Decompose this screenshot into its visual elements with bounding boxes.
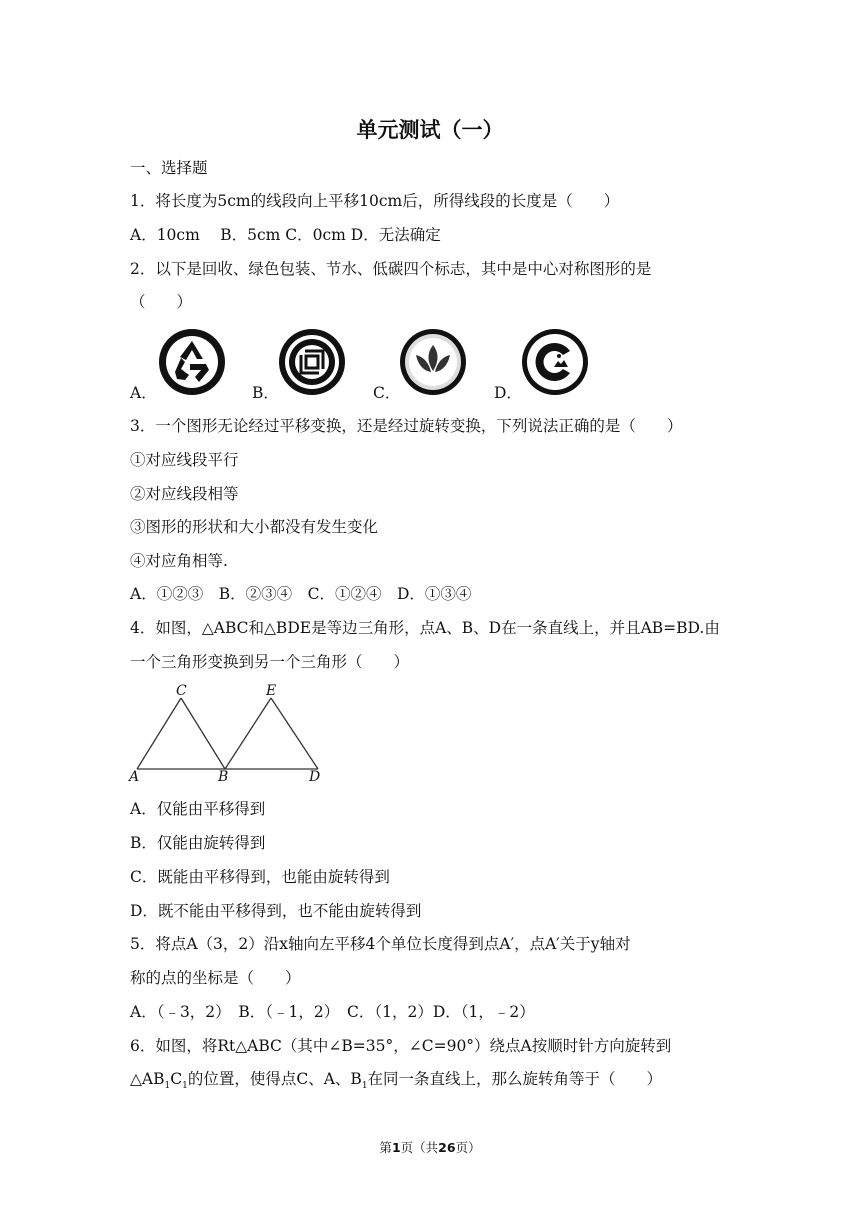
footer-suffix: 页）	[455, 1140, 481, 1155]
q4-label-c: C	[176, 683, 187, 699]
q4-option-a: A．仅能由平移得到	[130, 800, 266, 818]
q6-sub-1: 1	[164, 1081, 171, 1092]
footer-total-pages: 26	[438, 1140, 456, 1155]
q2-label-c: C．	[373, 384, 401, 402]
green-packaging-logo-icon	[277, 327, 347, 397]
footer-page-number: 1	[391, 1140, 401, 1155]
q4-label-a: A	[129, 769, 140, 785]
q4-label-d: D	[309, 769, 321, 785]
q5-stem-line2: 称的点的坐标是（ ）	[130, 969, 301, 987]
q4-stem-line1: 4．如图，△ABC和△BDE是等边三角形，点A、B、D在一条直线上，并且AB=BD.由	[130, 619, 720, 637]
q3-stem: 3．一个图形无论经过平移变换，还是经过旋转变换，下列说法正确的是（ ）	[130, 417, 683, 435]
q3-statement-1: ①对应线段平行	[130, 451, 239, 469]
q4-stem-line2: 一个三角形变换到另一个三角形（ ）	[130, 653, 410, 671]
q4-option-b: B．仅能由旋转得到	[130, 834, 266, 852]
q3-statement-3: ③图形的形状和大小都没有发生变化	[130, 518, 379, 536]
q2-stem-line2: （ ）	[130, 293, 193, 311]
q5-options: A．（﹣3，2） B．（﹣1，2） C．（1，2）D．（1，﹣2）	[130, 1003, 535, 1021]
q4-label-b: B	[218, 769, 229, 785]
footer-mid: 页（共	[400, 1140, 439, 1155]
q6-text-c: 的位置，使得点C、A、B	[187, 1070, 362, 1088]
q4-triangle-figure	[125, 682, 325, 787]
q1-options: A．10cm B．5cm C．0cm D．无法确定	[130, 226, 441, 244]
q5-stem-line1: 5．将点A（3，2）沿x轴向左平移4个单位长度得到点A′，点A′关于y轴对	[130, 935, 631, 953]
recycle-logo-icon	[157, 327, 227, 397]
low-carbon-logo-icon	[520, 327, 590, 397]
q3-statement-2: ②对应线段相等	[130, 485, 239, 503]
q3-statement-4: ④对应角相等.	[130, 552, 228, 570]
q2-label-d: D．	[494, 384, 522, 402]
q2-label-b: B．	[252, 384, 279, 402]
q4-option-d: D．既不能由平移得到，也不能由旋转得到	[130, 902, 422, 920]
page-footer	[0, 1138, 860, 1156]
q6-sub-2: 1	[182, 1081, 188, 1092]
q6-text-d: 在同一条直线上，那么旋转角等于（ ）	[367, 1070, 663, 1088]
q2-label-a: A．	[130, 384, 157, 402]
q3-options: A．①②③ B．②③④ C．①②④ D．①③④	[130, 585, 472, 603]
page-title: 单元测试（一）	[356, 118, 504, 142]
q1-stem: 1．将长度为5cm的线段向上平移10cm后，所得线段的长度是（ ）	[130, 192, 620, 210]
q6-stem-line2	[130, 1069, 662, 1096]
section-heading: 一、选择题	[130, 159, 208, 177]
q6-sub-3: 1	[361, 1081, 368, 1092]
q6-stem-line1: 6．如图，将Rt△ABC（其中∠B=35°，∠C=90°）绕点A按顺时针方向旋转到	[130, 1037, 672, 1055]
q6-text-b: C	[170, 1070, 183, 1088]
footer-prefix: 第	[379, 1140, 392, 1155]
q4-label-e: E	[266, 683, 277, 699]
water-saving-logo-icon	[398, 327, 468, 397]
q4-option-c: C．既能由平移得到，也能由旋转得到	[130, 868, 390, 886]
q6-text-a: △AB	[130, 1070, 165, 1088]
q2-stem-line1: 2．以下是回收、绿色包装、节水、低碳四个标志，其中是中心对称图形的是	[130, 260, 652, 278]
